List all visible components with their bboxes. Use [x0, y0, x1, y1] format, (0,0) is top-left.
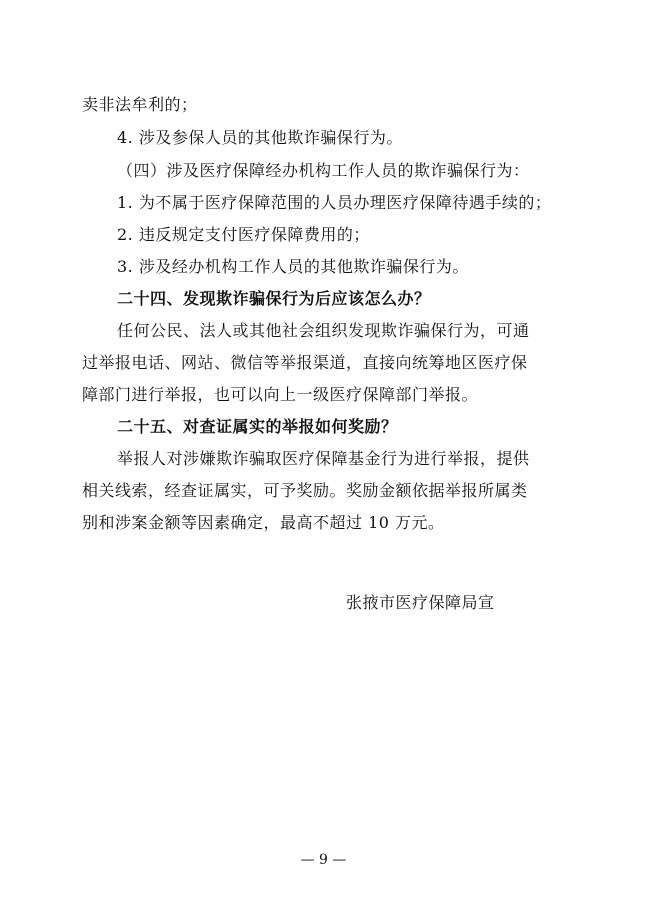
page-number: — 9 — [300, 852, 347, 868]
body-line: 相关线索，经查证属实，可予奖励。奖励金额依据举报所属类 [82, 481, 528, 500]
section-heading: 二十五、对查证属实的举报如何奖励？ [117, 417, 398, 436]
section-heading: 二十四、发现欺诈骗保行为后应该怎么办？ [117, 289, 431, 308]
body-line: 过举报电话、网站、微信等举报渠道，直接向统筹地区医疗保 [82, 353, 528, 372]
signature: 张掖市医疗保障局宣 [346, 593, 495, 612]
body-line: 障部门进行举报，也可以向上一级医疗保障部门举报。 [82, 385, 479, 404]
body-line: 举报人对涉嫌欺诈骗取医疗保障基金行为进行举报，提供 [117, 449, 530, 468]
body-line: 任何公民、法人或其他社会组织发现欺诈骗保行为，可通 [117, 321, 530, 340]
section-subheading: （四）涉及医疗保障经办机构工作人员的欺诈骗保行为： [117, 161, 530, 180]
list-item: 3. 涉及经办机构工作人员的其他欺诈骗保行为。 [117, 257, 469, 276]
list-item: 2. 违反规定支付医疗保障费用的； [117, 225, 370, 244]
body-line: 卖非法牟利的； [82, 95, 198, 114]
body-line: 别和涉案金额等因素确定，最高不超过 10 万元。 [82, 513, 445, 532]
list-item: 4. 涉及参保人员的其他欺诈骗保行为。 [117, 128, 403, 147]
list-item: 1. 为不属于医疗保障范围的人员办理医疗保障待遇手续的； [117, 193, 552, 212]
